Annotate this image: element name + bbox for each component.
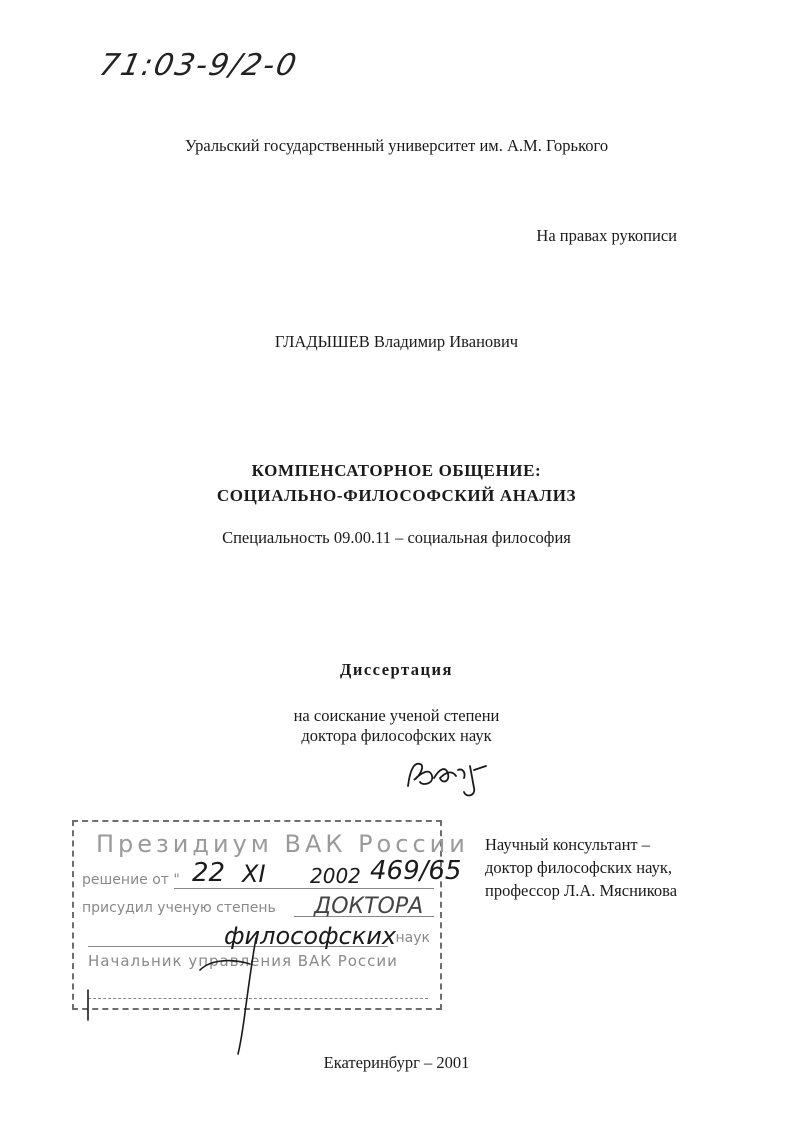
degree-line-2: доктора философских наук [301, 726, 492, 745]
consultant-line-3: профессор Л.А. Мясникова [485, 881, 678, 900]
city-year: Екатеринбург – 2001 [323, 1053, 470, 1072]
university-name: Уральский государственный университет им. А.М. Горького [184, 136, 609, 155]
dissertation-title-line-1: КОМПЕНСАТОРНОЕ ОБЩЕНИЕ: [251, 461, 542, 480]
stamp-signature [80, 930, 280, 1060]
manuscript-note: На правах рукописи [536, 226, 677, 245]
degree-line-1: на соискание ученой степени [293, 706, 500, 725]
stamp-awarded-label: присудил ученую степень [82, 900, 276, 916]
specialty: Специальность 09.00.11 – социальная философия [222, 528, 571, 547]
stamp-branch: философских [224, 922, 397, 950]
stamp-title: Президиум ВАК России [96, 830, 469, 858]
stamp-degree-word: ДОКТОРА [314, 894, 424, 919]
stamp-science-label: наук [395, 930, 430, 946]
archive-code: 71:03-9/2-0 [96, 48, 302, 83]
author-signature [400, 748, 510, 800]
stamp-chief-label: Начальник управления ВАК России [88, 952, 398, 970]
stamp-number: 469/65 [370, 856, 462, 886]
scientific-consultant [485, 833, 677, 902]
stamp-decision-label: решение от " [82, 872, 180, 888]
dissertation-title-line-2: СОЦИАЛЬНО-ФИЛОСОФСКИЙ АНАЛИЗ [216, 486, 577, 505]
stamp-day: 22 [192, 858, 226, 888]
stamp-year: 2002 [310, 864, 361, 888]
author-name: ГЛАДЫШЕВ Владимир Иванович [274, 332, 519, 351]
consultant-line-1: Научный консультант – [485, 835, 650, 854]
stamp-month: XI [242, 860, 266, 888]
consultant-line-2: доктор философских наук, [485, 858, 672, 877]
work-type: Диссертация [340, 660, 453, 679]
